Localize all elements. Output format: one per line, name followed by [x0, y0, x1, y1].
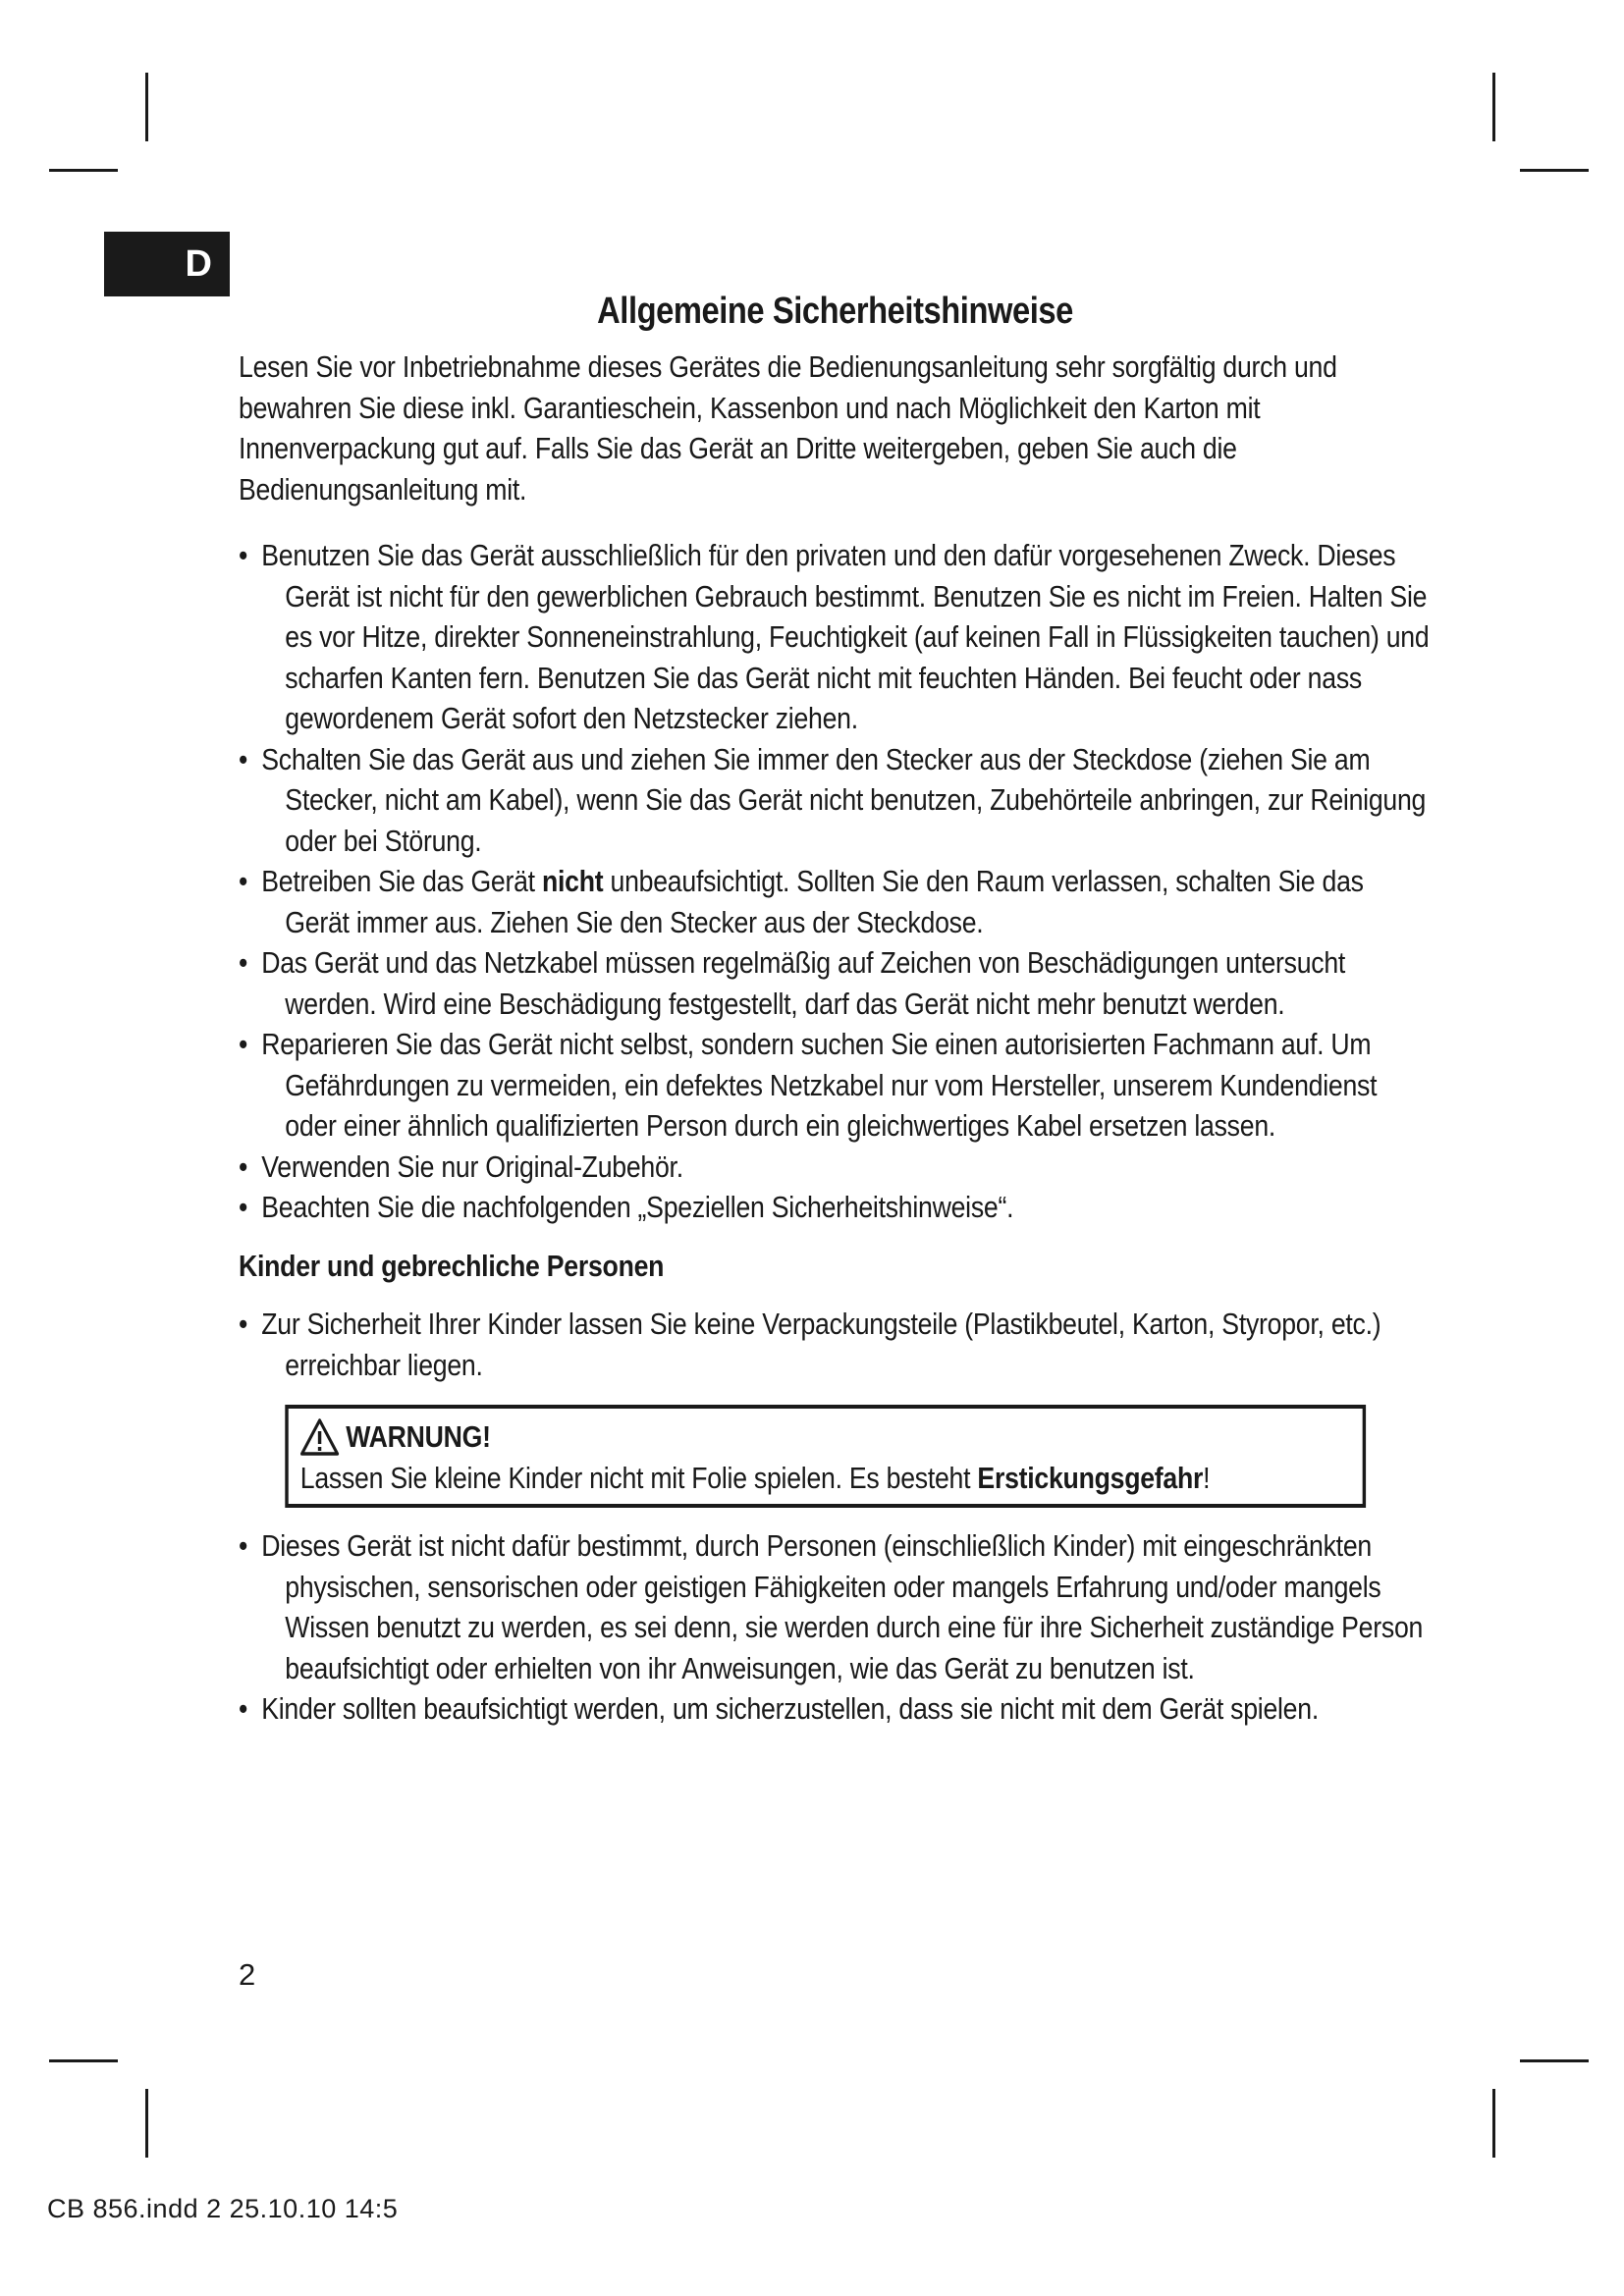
page-content [239, 291, 1432, 1730]
crop-mark-top-left-horizontal [49, 169, 118, 172]
warning-header [300, 1416, 1351, 1458]
crop-mark-top-right-horizontal [1520, 169, 1589, 172]
warning-text-part: ! [1203, 1460, 1211, 1495]
list-item: • Verwenden Sie nur Original-Zubehör. [239, 1147, 1430, 1188]
crop-mark-bottom-right-vertical [1492, 2089, 1495, 2158]
warning-emphasis: Erstickungsgefahr [977, 1460, 1204, 1495]
language-tab [104, 232, 230, 296]
crop-mark-top-right-vertical [1492, 73, 1495, 141]
list-item: • Kinder sollten beaufsichtigt werden, um sicherzustellen, dass sie nicht mit dem Gerät spielen. [239, 1688, 1430, 1730]
warning-text-part: Lassen Sie kleine Kinder nicht mit Folie spielen. Es besteht [299, 1460, 978, 1495]
crop-mark-bottom-left-horizontal [49, 2059, 118, 2062]
list-item: • Zur Sicherheit Ihrer Kinder lassen Sie keine Verpackungsteile (Plastikbeutel, Karton, Styropor, etc.) erreichbar liegen. [239, 1304, 1430, 1385]
children-list-continued [239, 1525, 1430, 1730]
crop-mark-bottom-right-horizontal [1520, 2059, 1589, 2062]
warning-box [285, 1405, 1366, 1508]
warning-heading: WARNUNG! [346, 1419, 491, 1454]
page-number: 2 [239, 1957, 256, 1992]
intro-paragraph: Lesen Sie vor Inbetriebnahme dieses Gerätes die Bedienungsanleitung sehr sorgfältig durch und bewahren Sie diese inkl. Garantieschein, Kassenbon und nach Möglichkeit den Karton mit Innenverpackung gut auf. Falls Sie das Gerät an Dritte weitergeben, geben Sie auch die Bedienungsanleitung mit. [239, 349, 1337, 507]
warning-text [300, 1458, 1351, 1499]
list-item [239, 861, 1430, 942]
safety-list [239, 535, 1430, 1228]
language-tab-label: D [185, 242, 212, 285]
list-item-text: Betreiben Sie das Gerät [261, 864, 542, 898]
list-item: • Beachten Sie die nachfolgenden „Speziellen Sicherheitshinweise“. [239, 1187, 1430, 1228]
list-item: • Dieses Gerät ist nicht dafür bestimmt, durch Personen (einschließlich Kinder) mit eingeschränkten physischen, sensorischen oder geistigen Fähigkeiten oder mangels Erfahrung und/oder mangels Wissen benutzt zu werden, es sei denn, sie werden durch eine für ihre Sicherheit zuständige Person beaufsichtigt oder erhielten von ihr Anweisungen, wie das Gerät zu benutzen ist. [239, 1525, 1430, 1688]
list-item: • Benutzen Sie das Gerät ausschließlich für den privaten und den dafür vorgesehenen Zweck. Dieses Gerät ist nicht für den gewerblichen Gebrauch bestimmt. Benutzen Sie es nicht im Freien. Halten Sie es vor Hitze, direkter Sonneneinstrahlung, Feuchtigkeit (auf keinen Fall in Flüssigkeiten tauchen) und scharfen Kanten fern. Benutzen Sie das Gerät nicht mit feuchten Händen. Bei feucht oder nass gewordenem Gerät sofort den Netzstecker ziehen. [239, 535, 1430, 739]
section-heading-children: Kinder und gebrechliche Personen [239, 1248, 665, 1283]
text-body [239, 347, 1430, 1730]
list-item-text: unbeaufsichtigt. Sollten Sie den Raum verlassen, schalten Sie das Gerät immer aus. Ziehen Sie den Stecker aus der Steckdose. [285, 864, 1364, 939]
list-item: • Schalten Sie das Gerät aus und ziehen Sie immer den Stecker aus der Steckdose (ziehen Sie am Stecker, nicht am Kabel), wenn Sie das Gerät nicht benutzen, Zubehörteile anbringen, zur Reinigung oder bei Störung. [239, 739, 1430, 862]
warning-triangle-icon [300, 1417, 340, 1457]
crop-mark-bottom-left-vertical [145, 2089, 148, 2158]
crop-mark-top-left-vertical [145, 73, 148, 141]
list-item: • Das Gerät und das Netzkabel müssen regelmäßig auf Zeichen von Beschädigungen untersucht werden. Wird eine Beschädigung festgestellt, darf das Gerät nicht mehr benutzt werden. [239, 942, 1430, 1024]
page-title: Allgemeine Sicherheitshinweise [597, 291, 1073, 332]
list-item: • Reparieren Sie das Gerät nicht selbst, sondern suchen Sie einen autorisierten Fachmann auf. Um Gefährdungen zu vermeiden, ein defektes Netzkabel nur vom Hersteller, unserem Kundendienst oder einer ähnlich qualifizierten Person durch ein gleichwertiges Kabel ersetzen lassen. [239, 1024, 1430, 1147]
emphasis-nicht: nicht [541, 864, 604, 898]
children-list [239, 1304, 1430, 1385]
print-slug: CB 856.indd 2 25.10.10 14:5 [47, 2194, 399, 2223]
